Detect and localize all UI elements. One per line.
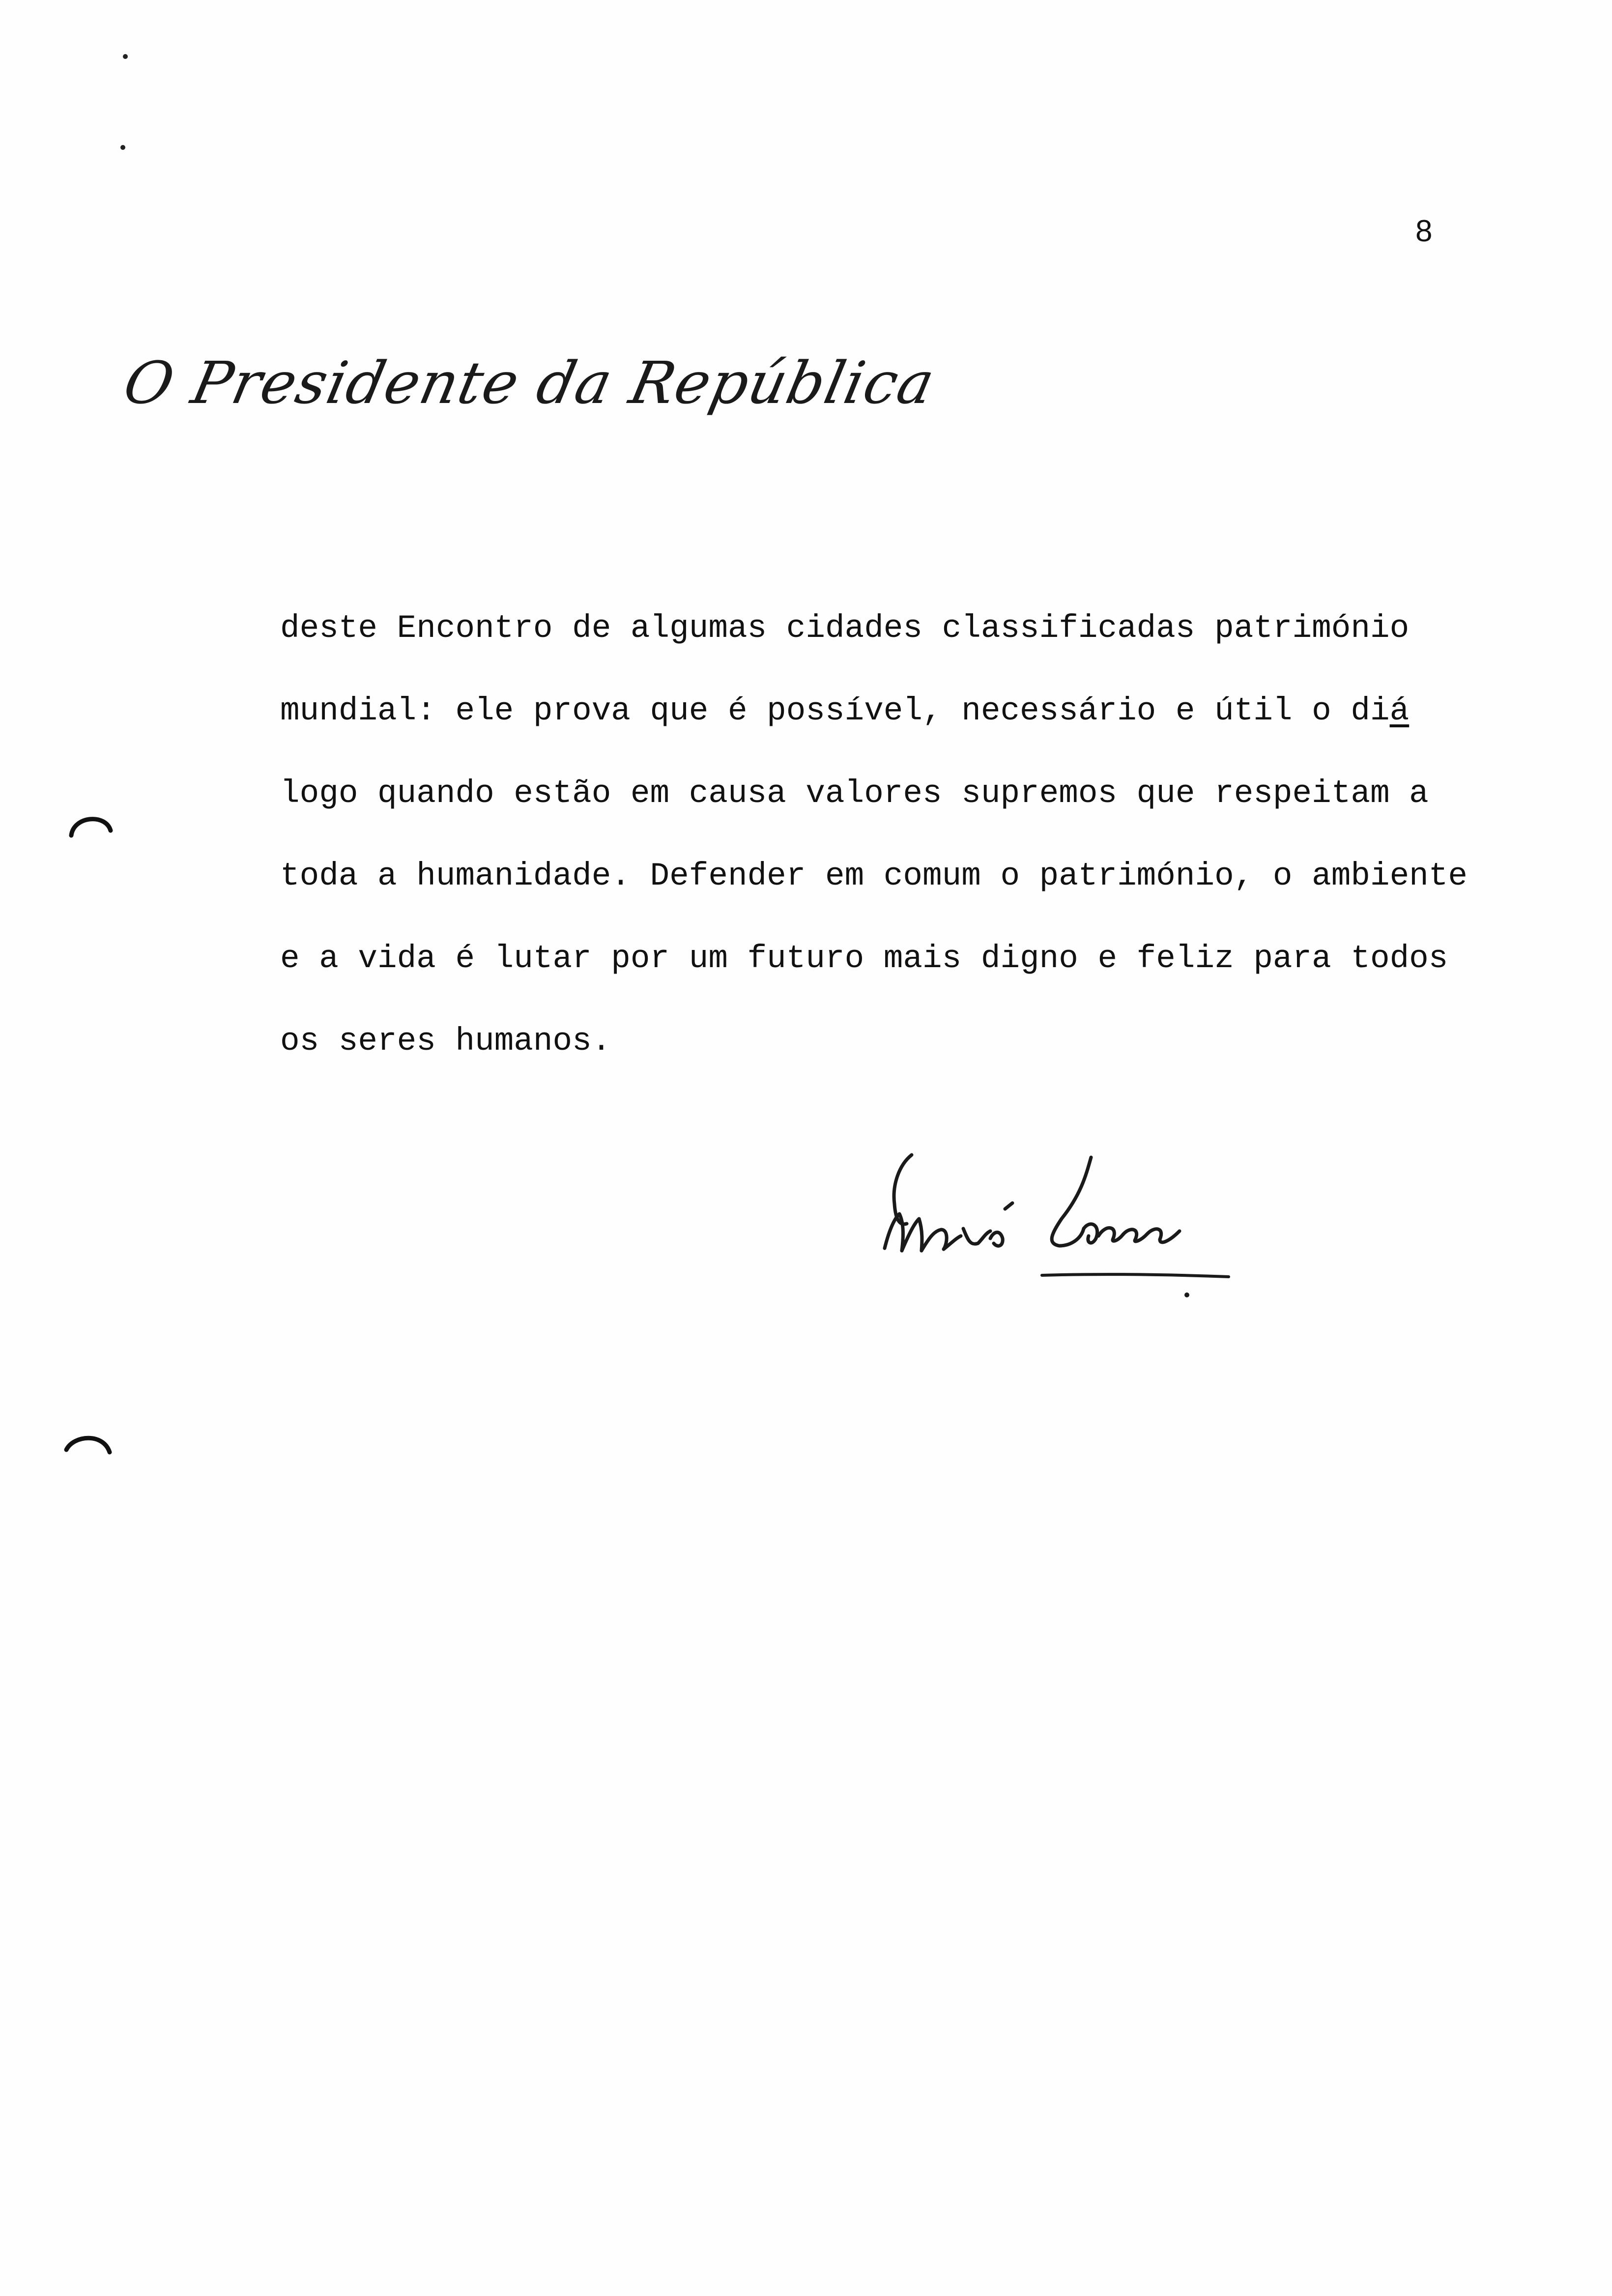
- body-paragraph: [280, 587, 1499, 1083]
- body-line-6: os seres humanos.: [280, 1023, 611, 1060]
- scan-mark-icon: [118, 143, 128, 152]
- punch-hole-icon: [61, 1428, 115, 1467]
- body-line-2-text: mundial: ele prova que é possível, necessário e útil o di: [280, 692, 1390, 729]
- body-line-4: toda a humanidade. Defender em comum o património, o ambiente: [280, 858, 1468, 894]
- body-line-2-underlined: á: [1389, 692, 1410, 729]
- scan-mark-icon: [120, 52, 130, 61]
- punch-hole-icon: [66, 806, 115, 845]
- body-line-1: deste Encontro de algumas cidades classificadas património: [280, 610, 1410, 647]
- body-line-2: [280, 670, 1499, 752]
- signature-icon: [865, 1145, 1238, 1307]
- letterhead-title: O Presidente da República: [118, 349, 941, 417]
- body-line-3: logo quando estão em causa valores supremos que respeitam a: [280, 775, 1429, 812]
- body-line-5: e a vida é lutar por um futuro mais digno e feliz para todos: [280, 940, 1448, 977]
- page-number: 8: [1415, 214, 1433, 248]
